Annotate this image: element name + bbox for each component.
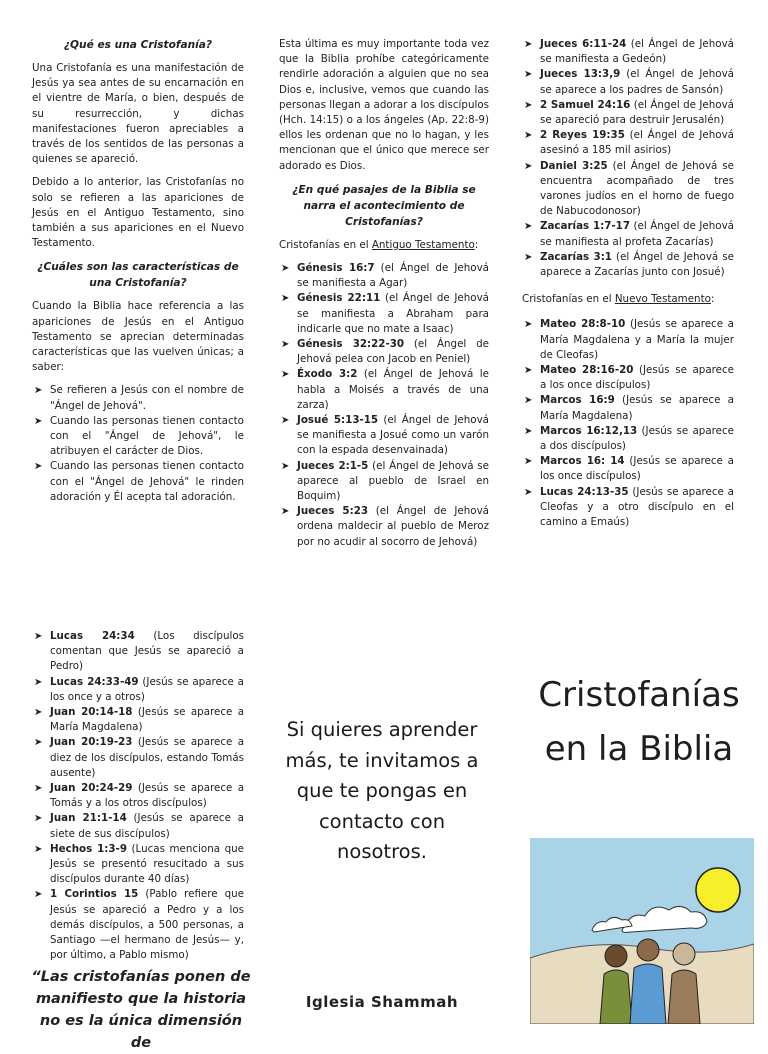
arrow-bullet-icon: ➤ xyxy=(524,130,533,142)
passage-description: (Lucas menciona que Jesús se presentó resucitado a sus discípulos durante 40 días) xyxy=(50,842,244,886)
column-passages xyxy=(279,37,489,558)
passage-description: (el Ángel de Jehová se manifiesta al profeta Zacarías) xyxy=(540,220,734,248)
arrow-bullet-icon: ➤ xyxy=(524,160,533,172)
passage-reference: 2 Samuel 24:16 xyxy=(540,98,631,111)
passage-description: (Los discípulos comentan que Jesús se apareció a Pedro) xyxy=(50,630,245,673)
traveler-figure-left xyxy=(600,945,632,1024)
passage-item xyxy=(32,781,244,811)
cover-title: Cristofanías en la Biblia xyxy=(538,675,740,769)
arrow-bullet-icon: ➤ xyxy=(524,251,533,263)
list-item xyxy=(32,383,244,413)
passage-description: (Jesús se aparece a diez de los discípulos, estando Tomás ausente) xyxy=(50,736,244,779)
passage-item xyxy=(522,128,734,158)
invitation-text: Si quieres aprender más, te invitamos a que te pongas en contacto con nosotros. xyxy=(285,718,479,863)
passage-description: (el Ángel de Jehová se manifiesta a Agar) xyxy=(297,262,489,290)
passage-item xyxy=(522,98,734,128)
passage-item xyxy=(522,159,734,220)
arrow-bullet-icon: ➤ xyxy=(524,221,533,233)
passage-reference: Jueces 2:1-5 xyxy=(297,459,369,472)
list-item-text: Cuando las personas tienen contacto con el "Ángel de Jehová" le rinden adoración y Él acepta tal adoración. xyxy=(50,460,244,503)
old-testament-list xyxy=(279,261,489,550)
passage-item xyxy=(279,459,489,505)
passage-description: (Jesús se aparece a siete de sus discípulos) xyxy=(50,812,244,840)
passage-reference: Marcos 16:12,13 xyxy=(540,424,638,437)
arrow-bullet-icon: ➤ xyxy=(524,425,533,437)
passage-item xyxy=(522,250,734,280)
passage-description: (Jesús se aparece a dos discípulos) xyxy=(540,424,734,453)
passage-description: (el Ángel de Jehová se aparece a Zacarías junto con Josué) xyxy=(540,250,734,279)
arrow-bullet-icon: ➤ xyxy=(524,456,533,468)
passage-item xyxy=(279,291,489,337)
closing-quote: “Las cristofanías ponen de manifiesto que la historia no es la única dimensión de xyxy=(31,969,251,1051)
passage-reference: Juan 20:19-23 xyxy=(50,736,133,749)
sun-icon xyxy=(696,868,740,912)
passage-item xyxy=(32,842,244,888)
arrow-bullet-icon: ➤ xyxy=(34,415,43,427)
travelers-illustration-svg xyxy=(530,838,754,1024)
list-item xyxy=(32,459,244,505)
passage-reference: Juan 20:24-29 xyxy=(50,782,133,795)
passage-reference: Jueces 5:23 xyxy=(297,505,369,518)
passage-reference: Juan 20:14-18 xyxy=(50,706,133,719)
passage-item xyxy=(32,811,244,841)
arrow-bullet-icon: ➤ xyxy=(34,385,43,397)
passage-item xyxy=(279,261,489,291)
passage-description: (el Ángel de Jehová le habla a Moisés a través de una zarza) xyxy=(297,368,489,411)
arrow-bullet-icon: ➤ xyxy=(34,889,43,901)
passage-description: (Jesús se aparece a María Magdalena) xyxy=(540,394,734,422)
passage-reference: Lucas 24:34 xyxy=(50,630,135,642)
passage-item xyxy=(522,219,734,249)
arrow-bullet-icon: ➤ xyxy=(524,395,533,407)
passage-description: (el Ángel de Jehová ordena maldecir al pueblo de Meroz por no acudir al socorro de Jehová) xyxy=(297,505,489,548)
new-testament-label: Cristofanías en el Nuevo Testamento: xyxy=(522,293,715,306)
passage-reference: Éxodo 3:2 xyxy=(297,368,358,381)
new-testament-link: Nuevo Testamento xyxy=(614,293,711,306)
passage-item xyxy=(522,485,734,531)
passage-reference: Marcos 16: 14 xyxy=(540,455,625,468)
arrow-bullet-icon: ➤ xyxy=(524,39,533,50)
passage-item xyxy=(279,367,489,413)
arrow-bullet-icon: ➤ xyxy=(34,843,43,855)
passage-reference: Daniel 3:25 xyxy=(540,159,608,172)
passage-reference: Génesis 16:7 xyxy=(297,262,375,275)
new-testament-list-continued xyxy=(32,629,244,963)
passage-description: (el Ángel de Jehová se manifiesta a Abraham para indicarle que no mate a Isaac) xyxy=(297,292,489,335)
arrow-bullet-icon: ➤ xyxy=(281,293,290,305)
passage-description: (Jesús se aparece a María Magdalena y a María la mujer de Cleofas) xyxy=(540,318,734,361)
paragraph-scope: Debido a lo anterior, las Cristofanías no solo se refieren a las apariciones de Jesús en el Antiguo Testamento, sino también a sus apariciones en el Nuevo Testamento. xyxy=(32,176,244,250)
passage-item xyxy=(279,504,489,550)
heading-characteristics: ¿Cuáles son las características de una Cristofanía? xyxy=(37,261,239,290)
passage-item xyxy=(279,413,489,459)
passage-description: (el Ángel de Jehová se aparece al pueblo de Israel en Boquim) xyxy=(297,459,489,503)
passage-reference: Jueces 13:3,9 xyxy=(540,68,621,81)
paragraph-characteristics-intro: Cuando la Biblia hace referencia a las apariciones de Jesús en el Antiguo Testamento se aprecian determinadas características que las vuelven únicas; a saber: xyxy=(32,300,244,374)
arrow-bullet-icon: ➤ xyxy=(281,339,290,351)
passage-reference: Lucas 24:13-35 xyxy=(540,485,629,498)
arrow-bullet-icon: ➤ xyxy=(34,707,43,719)
passage-description: (el Ángel de Jehová se aparece a los padres de Sansón) xyxy=(540,68,734,96)
passage-item xyxy=(522,363,734,393)
heading-what-is: ¿Qué es una Cristofanía? xyxy=(63,39,213,51)
old-testament-link: Antiguo Testamento xyxy=(371,238,475,251)
list-item-text: Se refieren a Jesús con el nombre de "Ángel de Jehová". xyxy=(50,384,244,412)
passage-description: (Jesús se aparece a los once y a otros) xyxy=(50,675,244,703)
church-name: Iglesia Shammah xyxy=(305,993,459,1011)
passage-item xyxy=(32,705,244,735)
passage-description: (el Ángel de Jehová se manifiesta a Gedeón) xyxy=(540,38,734,66)
passage-reference: Juan 21:1-14 xyxy=(50,812,127,825)
old-testament-list-continued xyxy=(522,37,734,280)
arrow-bullet-icon: ➤ xyxy=(281,506,290,518)
passage-description: (Jesús se aparece a los once discípulos) xyxy=(540,364,734,392)
passage-item xyxy=(32,887,244,963)
paragraph-worship: Esta última es muy importante toda vez que la Biblia prohíbe categóricamente rendirle adoración a alguien que no sea Dios e, inclusive, vemos que cuando las personas llegan a adorar a los discípulos (Hch. 14:15) o a los ángeles (Ap. 22:8-9) ellos les ordenan que no lo hagan, y les mencionan que el único que merece ser adorado es Dios. xyxy=(279,38,489,172)
arrow-bullet-icon: ➤ xyxy=(281,369,290,381)
passage-reference: Zacarías 1:7-17 xyxy=(540,220,631,233)
arrow-bullet-icon: ➤ xyxy=(34,676,43,688)
arrow-bullet-icon: ➤ xyxy=(34,461,43,473)
passage-item xyxy=(32,675,244,705)
passage-description: (Jesús se aparece a Cleofas y a otro discípulo en el camino a Emaús) xyxy=(540,485,734,529)
passage-item xyxy=(522,424,734,454)
arrow-bullet-icon: ➤ xyxy=(281,263,290,275)
column-passages-continued xyxy=(522,37,734,538)
passage-item xyxy=(32,629,244,675)
passage-reference: Josué 5:13-15 xyxy=(297,414,379,427)
list-item xyxy=(32,414,244,460)
arrow-bullet-icon: ➤ xyxy=(524,319,533,331)
travelers-illustration xyxy=(530,838,754,1024)
passage-description: (el Ángel de Jehová asesinó a 185 mil asirios) xyxy=(540,129,734,157)
arrow-bullet-icon: ➤ xyxy=(524,69,533,81)
passage-item xyxy=(522,454,734,484)
passage-item xyxy=(522,393,734,423)
list-item-text: Cuando las personas tienen contacto con el "Ángel de Jehová", le atribuyen el carácter de Dios. xyxy=(50,414,244,458)
passage-reference: Marcos 16:9 xyxy=(540,394,615,407)
old-testament-label: Cristofanías en el Antiguo Testamento: xyxy=(279,238,479,251)
passage-reference: Mateo 28:16-20 xyxy=(540,364,634,377)
passage-item xyxy=(522,37,734,67)
column-intro xyxy=(32,37,244,513)
passage-reference: 1 Corintios 15 xyxy=(50,888,139,901)
passage-description: (el Ángel de Jehová se encuentra acompañado de tres varones judíos en el horno de fuego de Nabucodonosor) xyxy=(540,159,734,218)
passage-reference: Génesis 32:22-30 xyxy=(297,338,405,351)
arrow-bullet-icon: ➤ xyxy=(524,486,533,498)
arrow-bullet-icon: ➤ xyxy=(281,460,290,472)
paragraph-definition: Una Cristofanía es una manifestación de Jesús ya sea antes de su encarnación en el vientre de María, o bien, después de su resurrección, y dichas manifestaciones fueron apreciables a través de los sentidos de las personas a quienes se apareció. xyxy=(32,62,244,166)
heading-passages: ¿En qué pasajes de la Biblia se narra el acontecimiento de Cristofanías? xyxy=(292,183,476,228)
arrow-bullet-icon: ➤ xyxy=(281,415,290,427)
passage-reference: Lucas 24:33-49 xyxy=(50,675,139,688)
arrow-bullet-icon: ➤ xyxy=(34,631,43,642)
passage-description: (el Ángel de Jehová se apareció para destruir Jerusalén) xyxy=(540,98,734,127)
passage-description: (el Ángel de Jehová se manifiesta a Josué como un varón con la espada desenvainada) xyxy=(297,414,489,457)
passage-reference: Jueces 6:11-24 xyxy=(540,38,627,50)
passage-description: (Jesús se aparece a los once discípulos) xyxy=(540,455,734,483)
traveler-figure-right xyxy=(668,943,700,1024)
characteristics-list xyxy=(32,383,244,505)
passage-reference: 2 Reyes 19:35 xyxy=(540,129,625,142)
passage-item xyxy=(279,337,489,367)
passage-item xyxy=(32,735,244,781)
passage-item xyxy=(522,67,734,97)
arrow-bullet-icon: ➤ xyxy=(524,365,533,377)
column-new-testament-continued xyxy=(32,629,244,971)
arrow-bullet-icon: ➤ xyxy=(34,737,43,749)
passage-description: (Pablo refiere que Jesús se apareció a Pedro y a los demás discípulos, a 500 personas, a Santiago —el hermano de Jesús— y, por último, a Pablo mismo) xyxy=(50,888,245,962)
passage-description: (Jesús se aparece a Tomás y a los otros discípulos) xyxy=(50,782,244,810)
arrow-bullet-icon: ➤ xyxy=(524,99,533,111)
passage-reference: Zacarías 3:1 xyxy=(540,250,612,263)
new-testament-list xyxy=(522,317,734,530)
passage-reference: Hechos 1:3-9 xyxy=(50,842,127,855)
arrow-bullet-icon: ➤ xyxy=(34,783,43,795)
arrow-bullet-icon: ➤ xyxy=(34,813,43,825)
passage-reference: Mateo 28:8-10 xyxy=(540,318,626,331)
passage-description: (el Ángel de Jehová pelea con Jacob en Peniel) xyxy=(297,338,489,366)
passage-description: (Jesús se aparece a María Magdalena) xyxy=(50,706,244,734)
passage-reference: Génesis 22:11 xyxy=(297,292,381,305)
passage-item xyxy=(522,317,734,363)
